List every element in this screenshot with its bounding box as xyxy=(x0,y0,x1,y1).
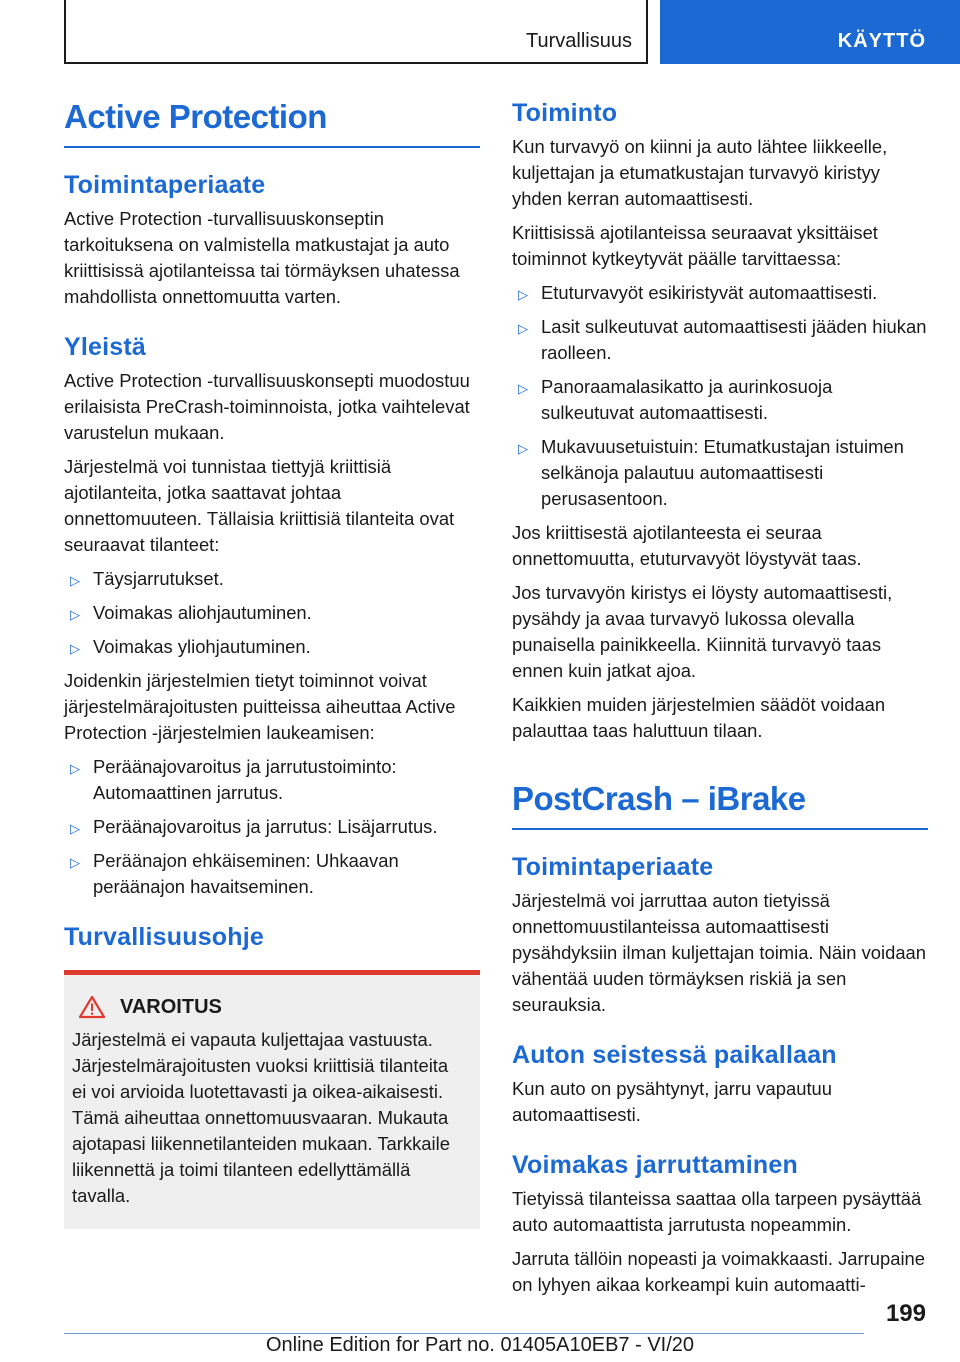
page-title: Active Protection xyxy=(64,98,480,148)
heading-turvallisuusohje: Turvallisuusohje xyxy=(64,923,265,951)
header-section-label: Turvallisuus xyxy=(526,30,632,52)
section-title-postcrash: PostCrash – iBrake xyxy=(512,780,928,830)
list-item: ▷ Lasit sulkeutuvat automaattisesti jääden hiukan raolleen. xyxy=(518,316,927,363)
list-item: ▷ Panoraamalasikatto ja aurinkosuoja sulkeutuvat automaattisesti. xyxy=(518,376,833,423)
list-item: ▷ Peräänajovaroitus ja jarrutustoiminto: Automaattinen jarrutus. xyxy=(70,756,397,803)
bullet-list xyxy=(512,280,928,512)
list-item: ▷ Etuturvavyöt esikiristyvät automaattisesti. xyxy=(512,280,928,306)
list-item: ▷ Voimakas yliohjautuminen. xyxy=(64,634,480,660)
paragraph: Järjestelmä voi jarruttaa auton tietyissä onnettomuustilanteissa automaattisesti pysähdyksiin ilman kuljettajan toimia. Näin voidaan vähentää uuden törmäyksen riskiä ja sen seurauksia. xyxy=(512,890,927,1015)
triangle-bullet-icon: ▷ xyxy=(518,287,528,302)
heading-toiminto: Toiminto xyxy=(512,99,618,127)
triangle-bullet-icon: ▷ xyxy=(518,321,528,336)
warning-label: VAROITUS xyxy=(120,995,222,1018)
paragraph: Joidenkin järjestelmien tietyt toiminnot voivat järjestelmärajoitusten puitteissa aiheuttaa Active Protection -järjestelmien laukeamisen: xyxy=(64,670,456,743)
paragraph: Active Protection -turvallisuuskonsepti muodostuu erilaisista PreCrash-toiminnoista, jotka vaihtelevat varustelun mukaan. xyxy=(64,370,470,443)
paragraph: Tietyissä tilanteissa saattaa olla tarpeen pysäyttää auto automaattista jarrutusta nopeammin. xyxy=(512,1188,922,1235)
bullet-list xyxy=(64,566,480,660)
triangle-bullet-icon: ▷ xyxy=(70,641,80,656)
triangle-bullet-icon: ▷ xyxy=(70,761,80,776)
list-item: ▷ Peräänajovaroitus ja jarrutus: Lisäjarrutus. xyxy=(64,814,480,840)
heading-auton-seistessa: Auton seistessä paikallaan xyxy=(512,1041,837,1069)
paragraph: Jos turvavyön kiristys ei löysty automaattisesti, pysähdy ja avaa turvavyö lukossa olevalla punaisella painikkeella. Kiinnitä turvavyö taas ennen kuin jatkat ajoa. xyxy=(512,582,893,681)
page-number: 199 xyxy=(885,1300,926,1327)
paragraph: Järjestelmä voi tunnistaa tiettyjä kriittisiä ajotilanteita, jotka saattavat johtaa onnettomuuteen. Tällaisia kriittisiä tilanteita ovat seuraavat tilanteet: xyxy=(64,456,455,555)
warning-box xyxy=(64,970,480,1229)
paragraph: Active Protection -turvallisuuskonseptin tarkoituksena on valmistella matkustajat ja auto kriittisissä ajotilanteissa tai törmäyksen uhatessa mahdollista onnettomuutta varten. xyxy=(64,208,460,307)
list-item: ▷ Voimakas aliohjautuminen. xyxy=(64,600,480,626)
bullet-list xyxy=(64,754,480,900)
footer-edition: Online Edition for Part no. 01405A10EB7 - VI/20 xyxy=(265,1334,695,1356)
triangle-bullet-icon: ▷ xyxy=(518,441,528,456)
triangle-bullet-icon: ▷ xyxy=(70,821,80,836)
paragraph: Jarruta tällöin nopeasti ja voimakkaasti. Jarrupaine on lyhyen aikaa korkeampi kuin automaatti- xyxy=(512,1248,925,1295)
heading-yleista: Yleistä xyxy=(64,333,147,361)
paragraph: Kun auto on pysähtynyt, jarru vapautuu automaattisesti. xyxy=(512,1078,833,1125)
triangle-bullet-icon: ▷ xyxy=(70,607,80,622)
triangle-bullet-icon: ▷ xyxy=(70,573,80,588)
warning-triangle-icon xyxy=(78,995,106,1019)
right-column xyxy=(512,98,928,1298)
triangle-bullet-icon: ▷ xyxy=(518,381,528,396)
header-chapter-tab xyxy=(660,0,960,64)
header-chapter-label: KÄYTTÖ xyxy=(837,30,926,52)
warning-header xyxy=(72,995,460,1019)
paragraph: Kriittisissä ajotilanteissa seuraavat yksittäiset toiminnot kytkeytyvät päälle tarvittaessa: xyxy=(512,222,878,269)
paragraph: Jos kriittisestä ajotilanteesta ei seuraa onnettomuutta, etuturvavyöt löystyvät taas. xyxy=(512,522,862,569)
header-section-tab xyxy=(64,0,648,64)
list-item: ▷ Täysjarrutukset. xyxy=(64,566,480,592)
heading-toimintaperiaate-2: Toimintaperiaate xyxy=(512,853,714,881)
list-item: ▷ Peräänajon ehkäiseminen: Uhkaavan peräänajon havaitseminen. xyxy=(70,850,399,897)
heading-toimintaperiaate: Toimintaperiaate xyxy=(64,171,266,199)
warning-text: Järjestelmä ei vapauta kuljettajaa vastuusta. Järjestelmärajoitusten vuoksi kriittisiä tilanteita ei voi arvioida luotettavasti ja oikea-aikaisesti. Tämä aiheuttaa onnettomuusvaaran. Mukauta ajotapasi liikennetilanteiden mukaan. Tarkkaile liikennettä ja toimi tilanteen edellyttämällä tavalla. xyxy=(72,1029,450,1206)
heading-voimakas-jarruttaminen: Voimakas jarruttaminen xyxy=(512,1151,798,1179)
left-column xyxy=(64,98,480,1229)
paragraph: Kaikkien muiden järjestelmien säädöt voidaan palauttaa taas haluttuun tilaan. xyxy=(512,694,886,741)
list-item: ▷ Mukavuusetuistuin: Etumatkustajan istuimen selkänoja palautuu automaattisesti perusasentoon. xyxy=(518,436,904,509)
triangle-bullet-icon: ▷ xyxy=(70,855,80,870)
paragraph: Kun turvavyö on kiinni ja auto lähtee liikkeelle, kuljettajan ja etumatkustajan turvavyö kiristyy yhden kerran automaattisesti. xyxy=(512,136,888,209)
